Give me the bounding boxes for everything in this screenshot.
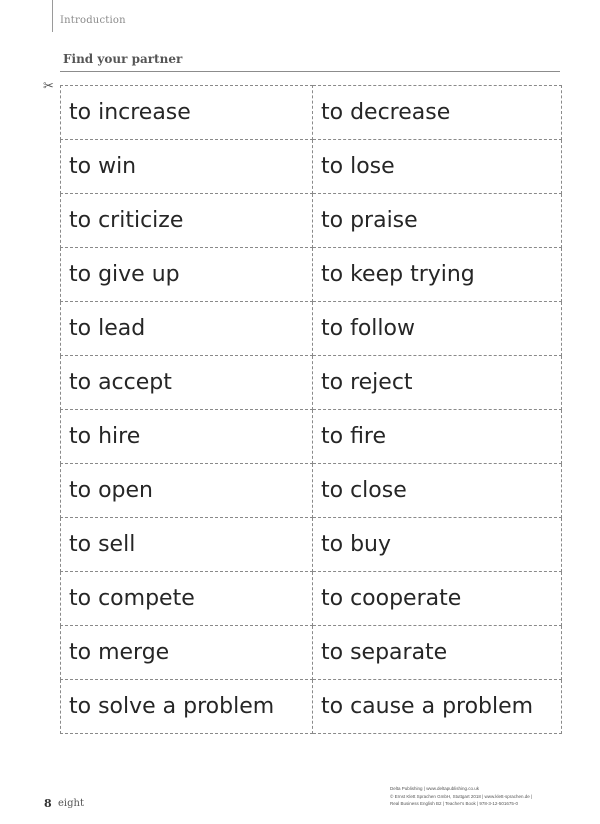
- partner-card: to cooperate: [313, 572, 562, 626]
- word-card: to sell: [61, 518, 313, 572]
- top-margin-rule: [52, 0, 53, 32]
- partner-card: to decrease: [313, 86, 562, 140]
- partner-card: to fire: [313, 410, 562, 464]
- card-row: [61, 86, 562, 140]
- page-number-word: eight: [58, 798, 84, 809]
- partner-card: to keep trying: [313, 248, 562, 302]
- word-card-grid: [60, 85, 562, 734]
- activity-heading: Find your partner: [63, 52, 183, 66]
- section-label: Introduction: [60, 15, 126, 26]
- partner-card: to follow: [313, 302, 562, 356]
- heading-divider: [60, 71, 560, 72]
- card-row: [61, 194, 562, 248]
- card-row: [61, 464, 562, 518]
- partner-card: to cause a problem: [313, 680, 562, 734]
- card-row: [61, 680, 562, 734]
- card-row: [61, 410, 562, 464]
- word-card: to merge: [61, 626, 313, 680]
- credit-line: © Ernst Klett Sprachen GmbH, Stuttgart 2018 | www.klett-sprachen.de |: [390, 793, 533, 799]
- page-number: 8: [44, 797, 52, 810]
- card-row: [61, 248, 562, 302]
- partner-card: to lose: [313, 140, 562, 194]
- word-card: to open: [61, 464, 313, 518]
- partner-card: to praise: [313, 194, 562, 248]
- card-row: [61, 626, 562, 680]
- credit-line: Real Business English B2 | Teacher's Book | 978-3-12-501675-0: [390, 801, 518, 806]
- word-card: to criticize: [61, 194, 313, 248]
- word-card: to increase: [61, 86, 313, 140]
- word-card: to win: [61, 140, 313, 194]
- word-card: to hire: [61, 410, 313, 464]
- word-card: to lead: [61, 302, 313, 356]
- word-card: to give up: [61, 248, 313, 302]
- card-row: [61, 356, 562, 410]
- partner-card: to close: [313, 464, 562, 518]
- publisher-credits: [390, 785, 580, 808]
- scissors-icon: ✂: [43, 78, 54, 93]
- credit-line: Delta Publishing | www.deltapublishing.co.uk: [390, 786, 479, 791]
- partner-card: to buy: [313, 518, 562, 572]
- partner-card: to reject: [313, 356, 562, 410]
- card-row: [61, 140, 562, 194]
- word-card: to compete: [61, 572, 313, 626]
- card-row: [61, 572, 562, 626]
- card-row: [61, 518, 562, 572]
- word-card: to accept: [61, 356, 313, 410]
- card-row: [61, 302, 562, 356]
- partner-card: to separate: [313, 626, 562, 680]
- word-card: to solve a problem: [61, 680, 313, 734]
